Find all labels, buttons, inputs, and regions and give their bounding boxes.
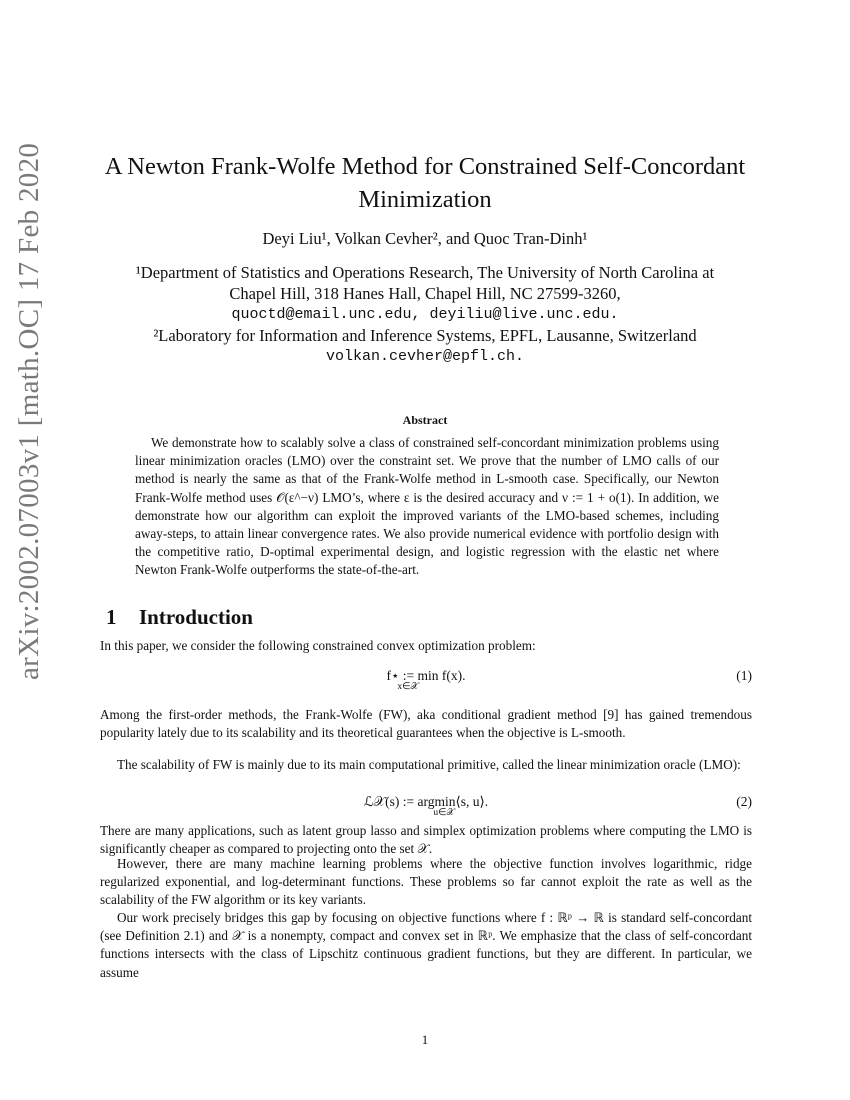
section-heading [106, 605, 253, 630]
affiliation-1-line-2: Chapel Hill, 318 Hanes Hall, Chapel Hill, NC 27599-3260, [229, 284, 621, 303]
paper-title [0, 150, 850, 216]
author-list: Deyi Liu¹, Volkan Cevher², and Quoc Tran-Dinh¹ [262, 229, 588, 248]
section-title: Introduction [139, 605, 253, 629]
equation-2-subscript: u∈𝒳 [433, 808, 455, 818]
equation-2-rhs: ⟨s, u⟩. [455, 794, 489, 809]
intro-paragraph-5: However, there are many machine learning problems where the objective function involves logarithmic, ridge regularized exponential, and log-determinant functions. These problems so far cannot exploit the rate as well as the scalability of the FW algorithm or its key variants. [100, 856, 752, 908]
equation-1-label: (1) [736, 668, 752, 683]
intro-paragraph-2: Among the first-order methods, the Frank-Wolfe (FW), aka conditional gradient method [9] has gained tremendous popularity lately due to its scalability and its theoretical guarantees when the objective is L-smooth. [100, 707, 752, 741]
affiliation-1-emails: quoctd@email.unc.edu, deyiliu@live.unc.edu. [231, 306, 619, 323]
abstract-text: We demonstrate how to scalably solve a class of constrained self-concordant minimization problems using linear minimization oracles (LMO) over the constraint set. We prove that the number of LMO calls of our method is nearly the same as that of the Frank-Wolfe method in L-smooth case. Specifically, our Newton Frank-Wolfe method uses 𝒪(ε^−ν) LMO’s, where ε is the desired accuracy and ν := 1 + o(1). In addition, we demonstrate how our algorithm can exploit the improved variants of the LMO-based schemes, including away-steps, to attain linear convergence rates. We also provide numerical evidence with portfolio design with the competitive ratio, D-optimal experimental design, and logistic regression with the elastic net where Newton Frank-Wolfe outperforms the state-of-the-art. [135, 435, 719, 578]
equation-1 [100, 668, 752, 698]
affiliation-2-line-1: ²Laboratory for Information and Inference Systems, EPFL, Lausanne, Switzerland [153, 326, 697, 345]
arxiv-sidebar-id: arXiv:2002.07003v1 [math.OC] 17 Feb 2020 [13, 142, 45, 680]
equation-2-label: (2) [736, 794, 752, 809]
affiliation-2-email: volkan.cevher@epfl.ch. [325, 348, 525, 365]
intro-paragraph-4: There are many applications, such as latent group lasso and simplex optimization problems where computing the LMO is significantly cheaper as compared to projecting onto the set 𝒳. [100, 823, 752, 857]
equation-1-subscript: x∈𝒳 [397, 682, 419, 692]
page-number: 1 [421, 1032, 429, 1047]
abstract-heading: Abstract [402, 413, 448, 427]
equation-1-lhs: f⋆ := min [386, 668, 439, 683]
affiliations [0, 262, 850, 367]
intro-paragraph-6: Our work precisely bridges this gap by focusing on objective functions where f : ℝᵖ → ℝ is standard self-concordant (see Definition 2.1) and 𝒳 is a nonempty, compact and convex set in ℝᵖ. We emphasize that the class of self-concordant functions intersects with the class of Lipschitz continuous gradient functions, but they are different. In particular, we assume [100, 910, 752, 980]
equation-2-lhs: ℒ𝒳(s) := argmin [363, 794, 456, 809]
title-line-1: A Newton Frank-Wolfe Method for Constrained Self-Concordant [104, 153, 746, 180]
equation-2 [100, 794, 752, 824]
intro-paragraph-3: The scalability of FW is mainly due to its main computational primitive, called the linear minimization oracle (LMO): [117, 757, 741, 772]
title-line-2: Minimization [358, 186, 492, 213]
equation-1-rhs: f(x). [438, 668, 466, 683]
affiliation-1-line-1: ¹Department of Statistics and Operations Research, The University of North Carolina at [135, 263, 715, 282]
intro-paragraph-1: In this paper, we consider the following constrained convex optimization problem: [100, 638, 536, 653]
section-number: 1 [106, 605, 117, 629]
